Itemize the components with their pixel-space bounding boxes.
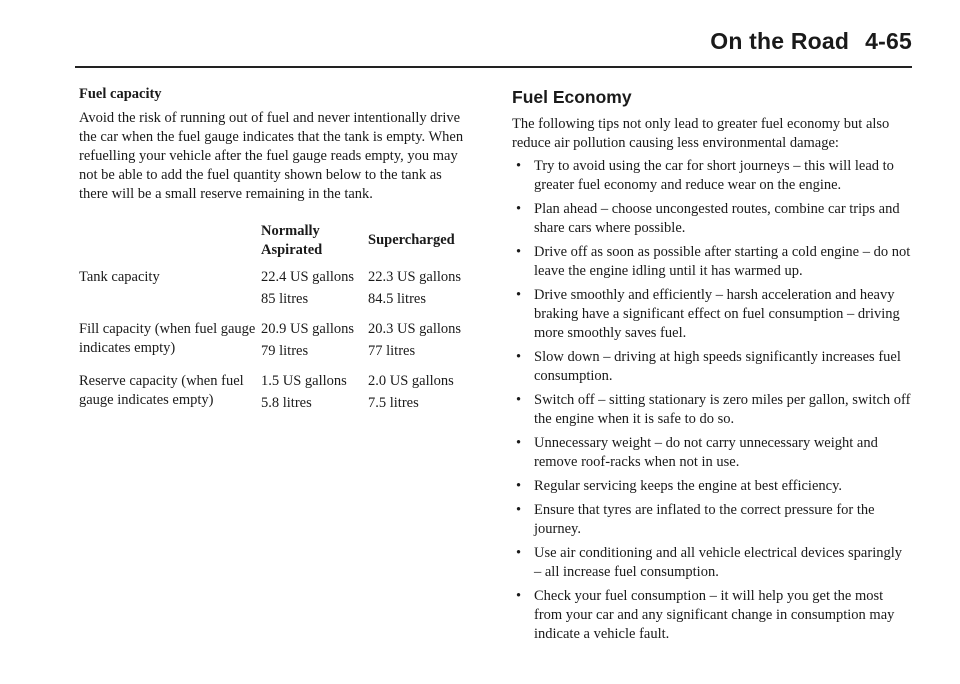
cell-gallons: 22.3 US gallons [368,269,462,285]
list-item [512,243,912,281]
fuel-economy-section [512,86,912,649]
column-header-supercharged: Supercharged [368,232,455,248]
tip-text: Slow down – driving at high speeds significantly increases fuel consumption. [534,349,901,384]
fuel-capacity-section [79,85,474,204]
tip-text: Plan ahead – choose uncongested routes, combine car trips and share cars where possible. [534,201,900,236]
page-number: 4-65 [865,28,912,54]
bullet-icon: • [516,201,522,217]
header-rule [75,66,912,68]
fuel-capacity-table [79,222,479,416]
supercharged-values [368,372,454,416]
bullet-icon: • [516,545,522,561]
list-item [512,544,912,582]
cell-litres: 79 litres [261,343,309,359]
fuel-economy-title: Fuel Economy [512,87,632,107]
bullet-icon: • [516,392,522,408]
fuel-capacity-text: Avoid the risk of running out of fuel and never intentionally drive the car when the fuel gauge indicates that the tank is empty. When refuelling your vehicle after the fuel gauge reads empty, you may not be able to add the fuel quantity shown below to the tank as there will be a small reserve remaining in the tank. [79,110,464,202]
cell-litres: 7.5 litres [368,395,419,411]
cell-gallons: 2.0 US gallons [368,373,454,389]
table-row-tank-capacity [79,268,479,320]
chapter-title: On the Road [710,28,850,54]
bullet-icon: • [516,244,522,260]
tip-text: Regular servicing keeps the engine at best efficiency. [534,478,843,494]
column-header-normally-aspirated: Normally Aspirated [261,223,323,258]
tip-text: Drive off as soon as possible after starting a cold engine – do not leave the engine idling until it has warmed up. [534,244,911,279]
list-item [512,286,912,343]
bullet-icon: • [516,435,522,451]
fuel-economy-tips [512,157,912,644]
list-item [512,477,912,496]
list-item [512,501,912,539]
cell-gallons: 22.4 US gallons [261,269,355,285]
fuel-economy-intro: The following tips not only lead to greater fuel economy but also reduce air pollution causing less environmental damage: [512,116,890,151]
cell-litres: 5.8 litres [261,395,312,411]
cell-litres: 85 litres [261,291,309,307]
list-item [512,157,912,195]
tip-text: Unnecessary weight – do not carry unnecessary weight and remove roof-racks when not in use. [534,435,878,470]
tip-text: Use air conditioning and all vehicle electrical devices sparingly – all increase fuel consumption. [534,545,903,580]
bullet-icon: • [516,349,522,365]
bullet-icon: • [516,502,522,518]
bullet-icon: • [516,158,522,174]
normally-aspirated-values [261,372,347,416]
tip-text: Switch off – sitting stationary is zero miles per gallon, switch off the engine when it is safe to do so. [534,392,911,427]
list-item [512,434,912,472]
normally-aspirated-values [261,268,354,312]
bullet-icon: • [516,478,522,494]
tip-text: Try to avoid using the car for short journeys – this will lead to greater fuel economy and reduce wear on the engine. [534,158,894,193]
supercharged-values [368,268,461,312]
table-header-row [79,222,479,268]
cell-gallons: 20.9 US gallons [261,321,355,337]
cell-gallons: 20.3 US gallons [368,321,462,337]
row-label: Tank capacity [79,269,160,285]
list-item [512,391,912,429]
row-label: Fill capacity (when fuel gauge indicates empty) [79,321,256,356]
row-label: Reserve capacity (when fuel gauge indicates empty) [79,373,244,408]
cell-gallons: 1.5 US gallons [261,373,347,389]
tip-text: Check your fuel consumption – it will help you get the most from your car and any significant change in consumption may indicate a vehicle fault. [534,588,895,642]
list-item [512,348,912,386]
supercharged-values [368,320,461,364]
table-row-reserve-capacity [79,372,479,416]
cell-litres: 84.5 litres [368,291,426,307]
fuel-capacity-heading: Fuel capacity [79,86,162,102]
bullet-icon: • [516,588,522,604]
cell-litres: 77 litres [368,343,416,359]
normally-aspirated-values [261,320,354,364]
table-row-fill-capacity [79,320,479,372]
list-item [512,200,912,238]
list-item [512,587,912,644]
page-header [710,28,912,55]
tip-text: Ensure that tyres are inflated to the correct pressure for the journey. [534,502,875,537]
tip-text: Drive smoothly and efficiently – harsh acceleration and heavy braking have a significant effect on fuel consumption – driving more smoothly saves fuel. [534,287,900,341]
bullet-icon: • [516,287,522,303]
